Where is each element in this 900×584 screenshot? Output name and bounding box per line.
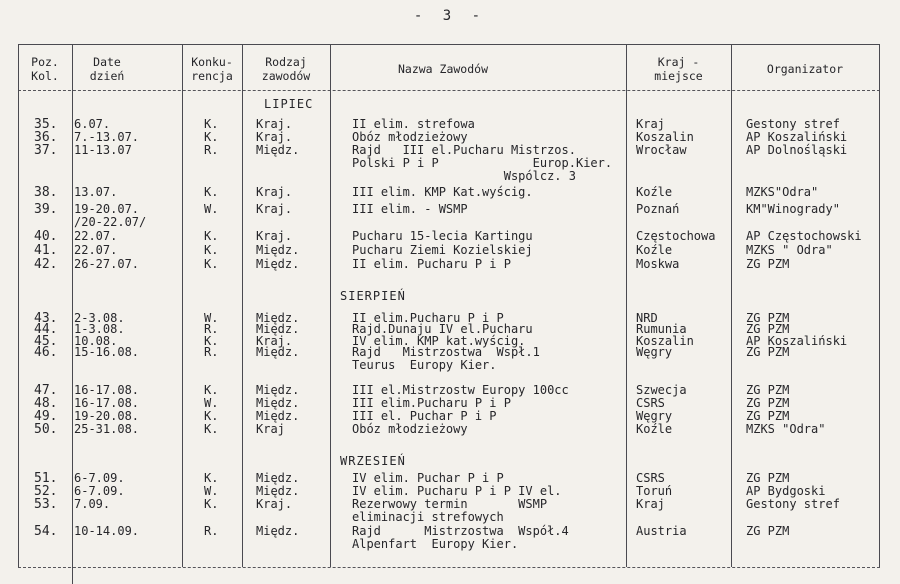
- cell-organizator: MZKS "Odra": [746, 422, 826, 436]
- month-label: WRZESIEŃ: [340, 454, 406, 468]
- cell-rodzaj: Kraj.: [256, 334, 293, 348]
- cell-date: 22.07.: [74, 243, 118, 257]
- cell-nazwa: II elim. strefowa: [352, 117, 475, 131]
- cell-rodzaj: Kraj.: [256, 497, 293, 511]
- cell-konkurencja: K.: [204, 497, 219, 511]
- cell-date: 25-31.08.: [74, 422, 140, 436]
- cell-poz: 53.: [34, 497, 58, 512]
- cell-kraj: Koźle: [636, 185, 673, 199]
- column-rule: [182, 44, 183, 567]
- cell-poz: 51.: [34, 471, 58, 486]
- header-organizator: Organizator: [766, 62, 844, 76]
- cell-date: 15-16.08.: [74, 345, 140, 359]
- header-konkurencja: Konku- rencja: [191, 55, 233, 83]
- cell-kraj: CSRS: [636, 471, 665, 485]
- cell-konkurencja: K.: [204, 422, 219, 436]
- table-top-rule: [18, 44, 880, 45]
- cell-date: 1-3.08.: [74, 322, 125, 336]
- cell-poz: 49.: [34, 409, 58, 424]
- cell-date: 19-20.07. /20-22.07/: [74, 202, 147, 229]
- cell-nazwa: Rajd.Dunaju IV el.Pucharu: [352, 322, 533, 336]
- cell-organizator: AP Koszaliński: [746, 130, 848, 144]
- cell-date: 16-17.08.: [74, 383, 140, 397]
- cell-nazwa: Obóz młodzieżowy: [352, 422, 468, 436]
- cell-kraj: Toruń: [636, 484, 673, 498]
- cell-rodzaj: Międz.: [256, 143, 300, 157]
- cell-organizator: AP Częstochowski: [746, 229, 862, 243]
- header-bottom-rule: [18, 90, 880, 91]
- cell-organizator: AP Koszaliński: [746, 334, 848, 348]
- cell-rodzaj: Kraj.: [256, 117, 293, 131]
- cell-date: 11-13.07: [74, 143, 132, 157]
- cell-kraj: Węgry: [636, 409, 673, 423]
- cell-kraj: Poznań: [636, 202, 680, 216]
- cell-organizator: ZG PZM: [746, 311, 790, 325]
- cell-rodzaj: Międz.: [256, 257, 300, 271]
- cell-organizator: KM"Winogrady": [746, 202, 840, 216]
- cell-date: 26-27.07.: [74, 257, 140, 271]
- cell-konkurencja: K.: [204, 117, 219, 131]
- cell-organizator: ZG PZM: [746, 322, 790, 336]
- cell-kraj: Szwecja: [636, 383, 687, 397]
- cell-konkurencja: R.: [204, 524, 219, 538]
- cell-konkurencja: K.: [204, 257, 219, 271]
- cell-konkurencja: K.: [204, 383, 219, 397]
- cell-poz: 42.: [34, 257, 58, 272]
- cell-poz: 52.: [34, 484, 58, 499]
- cell-nazwa: Rajd Mistrzostwa Wspł.1 Teurus Europy Kier.: [352, 345, 540, 372]
- cell-poz: 45.: [34, 334, 58, 349]
- cell-konkurencja: K.: [204, 229, 219, 243]
- header-kraj: Kraj - miejsce: [654, 55, 703, 83]
- cell-poz: 35.: [34, 117, 58, 132]
- cell-rodzaj: Międz.: [256, 396, 300, 410]
- cell-kraj: Węgry: [636, 345, 673, 359]
- cell-kraj: Częstochowa: [636, 229, 716, 243]
- cell-date: 13.07.: [74, 185, 118, 199]
- cell-date: 2-3.08.: [74, 311, 125, 325]
- cell-kraj: Koszalin: [636, 334, 694, 348]
- cell-organizator: AP Dolnośląski: [746, 143, 848, 157]
- cell-nazwa: IV elim. KMP kat.wyścig.: [352, 334, 526, 348]
- cell-date: 16-17.08.: [74, 396, 140, 410]
- cell-date: 10-14.09.: [74, 524, 140, 538]
- cell-date: 6-7.09.: [74, 471, 125, 485]
- header-poz: Poz. Kol.: [31, 55, 59, 83]
- cell-poz: 37.: [34, 143, 58, 158]
- cell-organizator: Gestony stref: [746, 497, 840, 511]
- cell-nazwa: IV elim. Puchar P i P: [352, 471, 504, 485]
- cell-konkurencja: W.: [204, 484, 219, 498]
- cell-rodzaj: Międz.: [256, 322, 300, 336]
- cell-organizator: ZG PZM: [746, 524, 790, 538]
- cell-nazwa: Pucharu Ziemi Kozielskiej: [352, 243, 533, 257]
- cell-kraj: Moskwa: [636, 257, 680, 271]
- month-label: SIERPIEŃ: [340, 289, 406, 303]
- cell-organizator: AP Bydgoski: [746, 484, 826, 498]
- cell-organizator: Gestony stref: [746, 117, 840, 131]
- cell-konkurencja: K.: [204, 185, 219, 199]
- cell-organizator: ZG PZM: [746, 396, 790, 410]
- page-number: - 3 -: [413, 8, 487, 24]
- cell-konkurencja: R.: [204, 143, 219, 157]
- cell-rodzaj: Międz.: [256, 383, 300, 397]
- cell-organizator: MZKS " Odra": [746, 243, 833, 257]
- cell-kraj: Wrocław: [636, 143, 687, 157]
- cell-rodzaj: Kraj.: [256, 202, 293, 216]
- cell-date: 22.07.: [74, 229, 118, 243]
- cell-poz: 39.: [34, 202, 58, 217]
- table-left-rule: [18, 44, 19, 567]
- cell-kraj: Koźle: [636, 243, 673, 257]
- table-bottom-rule: [18, 567, 880, 568]
- cell-date: 7.09.: [74, 497, 111, 511]
- header-nazwa: Nazwa Zawodów: [397, 62, 488, 76]
- cell-date: 6.07.: [74, 117, 111, 131]
- cell-rodzaj: Międz.: [256, 409, 300, 423]
- column-rule: [626, 44, 627, 567]
- header-date: Date dzień: [89, 55, 125, 83]
- cell-konkurencja: K.: [204, 243, 219, 257]
- cell-organizator: MZKS"Odra": [746, 185, 819, 199]
- table-right-rule: [879, 44, 880, 567]
- cell-date: 19-20.08.: [74, 409, 140, 423]
- cell-rodzaj: Kraj.: [256, 185, 293, 199]
- cell-poz: 54.: [34, 524, 58, 539]
- cell-nazwa: III elim. KMP Kat.wyścig.: [352, 185, 533, 199]
- column-rule: [242, 44, 243, 567]
- cell-poz: 41.: [34, 243, 58, 258]
- cell-rodzaj: Międz.: [256, 524, 300, 538]
- cell-poz: 46.: [34, 345, 58, 360]
- cell-nazwa: II elim. Pucharu P i P: [352, 257, 511, 271]
- cell-poz: 38.: [34, 185, 58, 200]
- cell-organizator: ZG PZM: [746, 409, 790, 423]
- cell-rodzaj: Kraj.: [256, 130, 293, 144]
- cell-rodzaj: Kraj.: [256, 229, 293, 243]
- cell-poz: 50.: [34, 422, 58, 437]
- cell-konkurencja: R.: [204, 322, 219, 336]
- cell-kraj: Kraj: [636, 117, 665, 131]
- cell-kraj: Rumunia: [636, 322, 687, 336]
- cell-organizator: ZG PZM: [746, 257, 790, 271]
- cell-kraj: CSRS: [636, 396, 665, 410]
- cell-nazwa: IV elim. Pucharu P i P IV el.: [352, 484, 562, 498]
- cell-nazwa: Obóz młodzieżowy: [352, 130, 468, 144]
- column-rule: [72, 44, 73, 584]
- cell-konkurencja: K.: [204, 130, 219, 144]
- cell-organizator: ZG PZM: [746, 383, 790, 397]
- cell-poz: 48.: [34, 396, 58, 411]
- cell-konkurencja: K.: [204, 409, 219, 423]
- cell-kraj: Koźle: [636, 422, 673, 436]
- cell-poz: 44.: [34, 322, 58, 337]
- cell-kraj: Austria: [636, 524, 687, 538]
- cell-rodzaj: Międz.: [256, 243, 300, 257]
- cell-poz: 47.: [34, 383, 58, 398]
- cell-organizator: ZG PZM: [746, 345, 790, 359]
- cell-nazwa: III el. Puchar P i P: [352, 409, 497, 423]
- cell-poz: 40.: [34, 229, 58, 244]
- cell-rodzaj: Kraj: [256, 422, 285, 436]
- cell-nazwa: Rajd III el.Pucharu Mistrzos. Polski P i P Europ.Kier. Wspólcz. 3: [352, 143, 613, 183]
- cell-rodzaj: Międz.: [256, 345, 300, 359]
- cell-poz: 36.: [34, 130, 58, 145]
- cell-nazwa: III elim.Pucharu P i P: [352, 396, 511, 410]
- cell-rodzaj: Międz.: [256, 311, 300, 325]
- cell-date: 10.08.: [74, 334, 118, 348]
- cell-nazwa: III elim. - WSMP: [352, 202, 468, 216]
- cell-konkurencja: R.: [204, 345, 219, 359]
- column-rule: [330, 44, 331, 567]
- cell-konkurencja: W.: [204, 396, 219, 410]
- cell-rodzaj: Międz.: [256, 484, 300, 498]
- cell-kraj: Kraj: [636, 497, 665, 511]
- cell-date: 7.-13.07.: [74, 130, 140, 144]
- cell-kraj: Koszalin: [636, 130, 694, 144]
- cell-organizator: ZG PZM: [746, 471, 790, 485]
- cell-konkurencja: K.: [204, 334, 219, 348]
- cell-kraj: NRD: [636, 311, 658, 325]
- cell-konkurencja: K.: [204, 471, 219, 485]
- month-label: LIPIEC: [264, 97, 314, 111]
- cell-konkurencja: W.: [204, 311, 219, 325]
- header-rodzaj: Rodzaj zawodów: [261, 55, 311, 83]
- cell-poz: 43.: [34, 311, 58, 326]
- cell-konkurencja: W.: [204, 202, 219, 216]
- cell-nazwa: Rajd Mistrzostwa Współ.4 Alpenfart Europy Kier.: [352, 524, 569, 551]
- cell-nazwa: Pucharu 15-lecia Kartingu: [352, 229, 533, 243]
- column-rule: [731, 44, 732, 567]
- cell-nazwa: III el.Mistrzostw Europy 100cc: [352, 383, 569, 397]
- cell-rodzaj: Międz.: [256, 471, 300, 485]
- cell-nazwa: II elim.Pucharu P i P: [352, 311, 504, 325]
- cell-date: 6-7.09.: [74, 484, 125, 498]
- cell-nazwa: Rezerwowy termin WSMP eliminacji strefowych: [352, 497, 548, 524]
